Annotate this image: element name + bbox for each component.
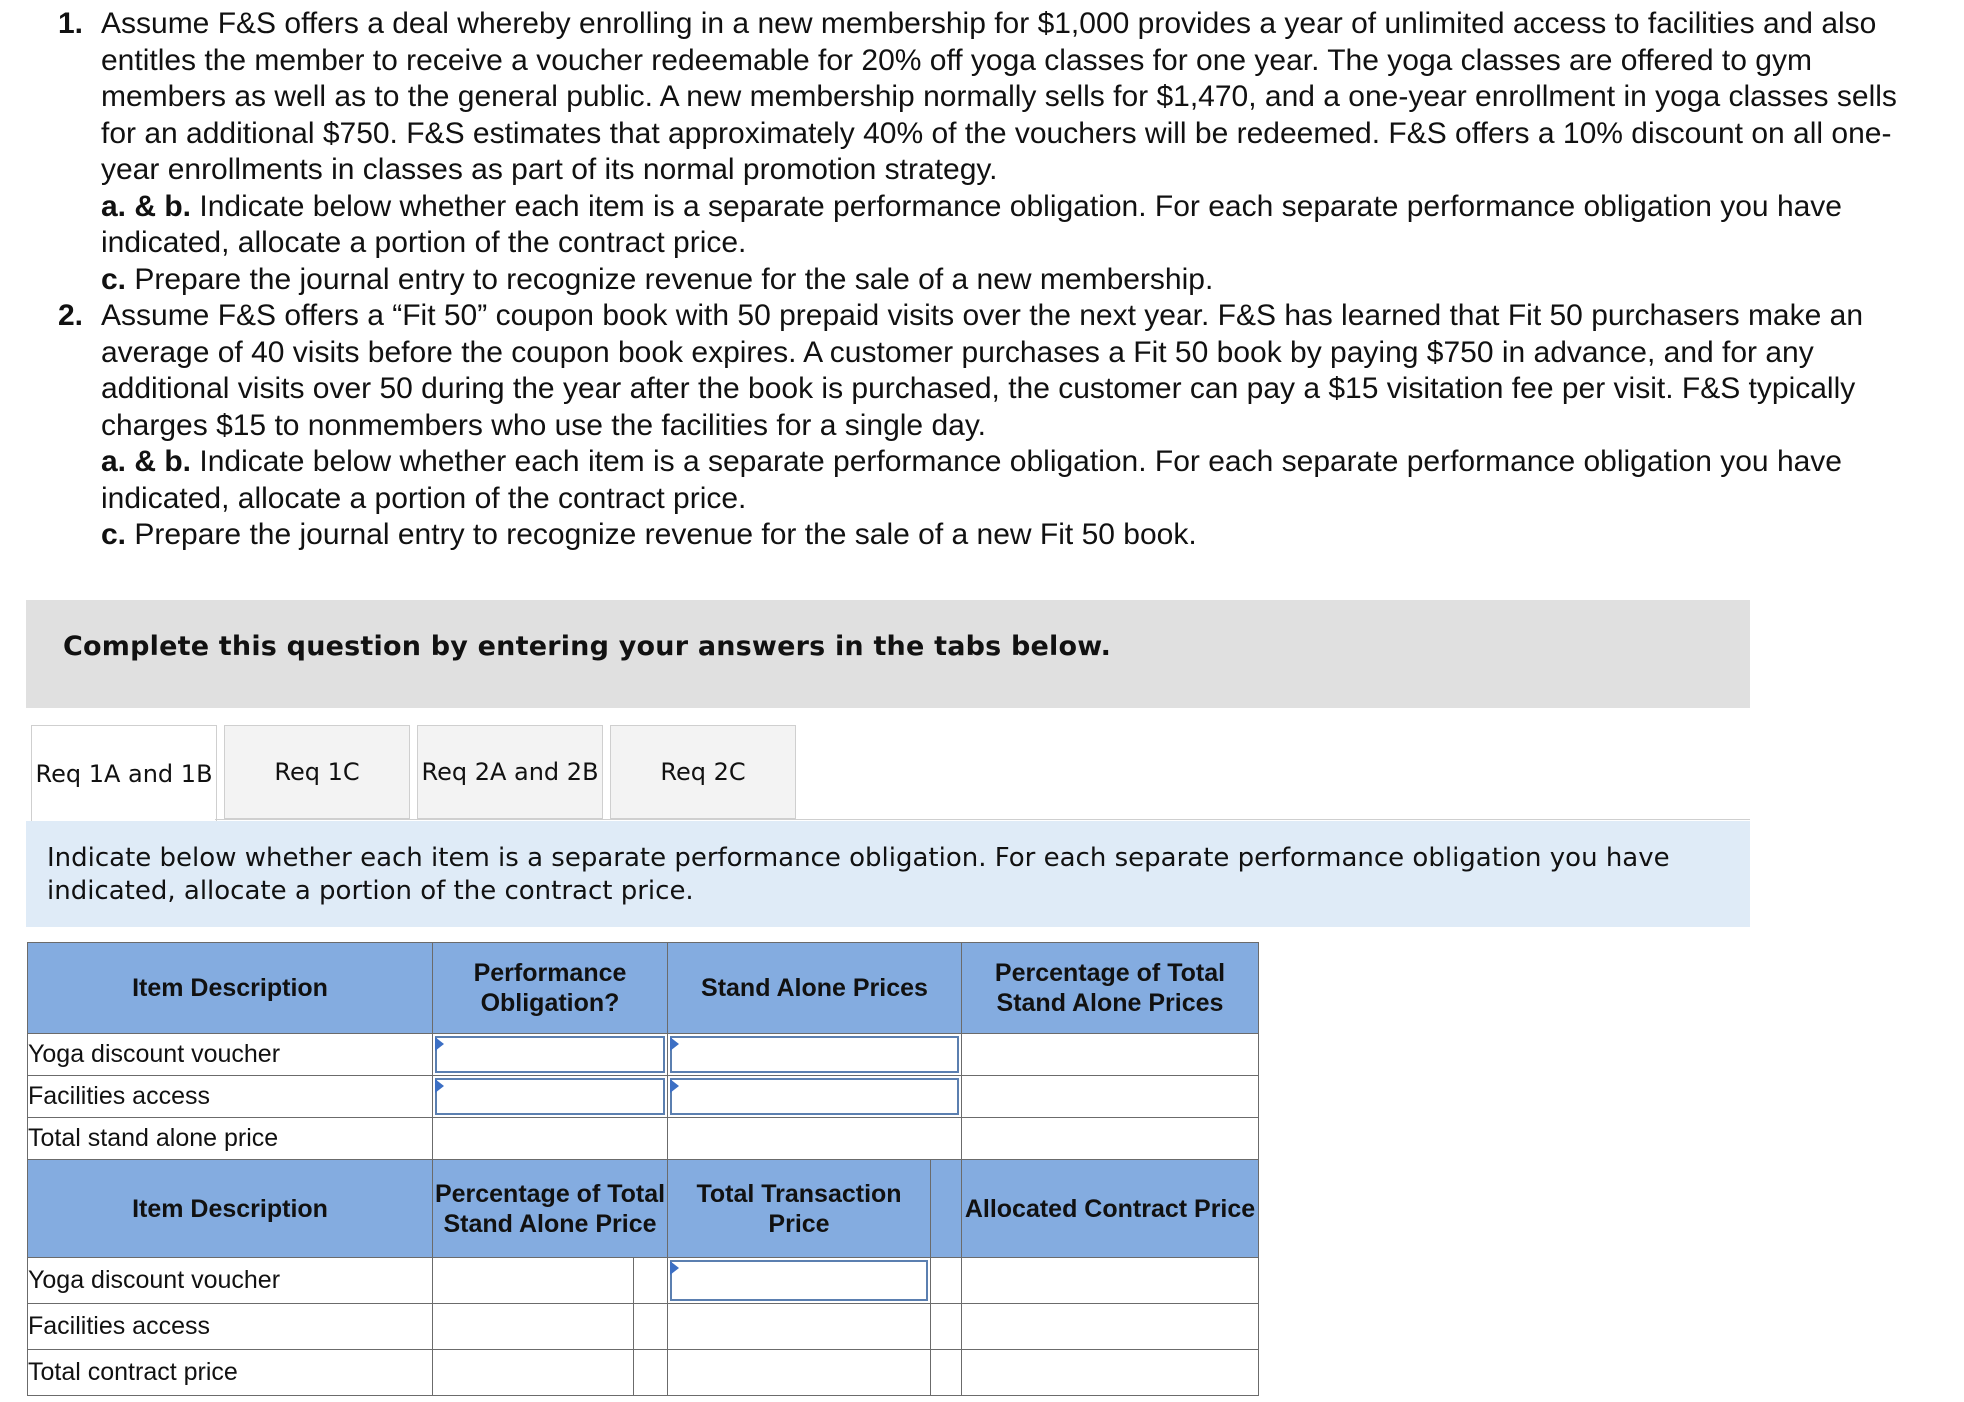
total-obligation-cell xyxy=(433,1118,668,1160)
requirement-instruction-text: Indicate below whether each item is a separate performance obligation. For each separate performance obligation you have indicated, allocate a portion of the contract price. xyxy=(47,843,1670,906)
equals-cell xyxy=(931,1304,962,1350)
total-transaction-price-input[interactable] xyxy=(668,1258,931,1304)
table-row xyxy=(28,1076,1259,1118)
question-2-part-c-label: c. xyxy=(101,518,127,551)
operator-cell xyxy=(634,1304,668,1350)
performance-obligation-select-yoga[interactable] xyxy=(433,1034,668,1076)
question-1-part-ab-text: Indicate below whether each item is a separate performance obligation. For each separate performance obligation you have indicated, allocate a portion of the contract price. xyxy=(101,189,1842,259)
header-stand-alone-prices: Stand Alone Prices xyxy=(668,943,962,1034)
instruction-banner xyxy=(26,600,1750,708)
row-label-total-contract: Total contract price xyxy=(28,1350,433,1396)
question-1-part-ab-label: a. & b. xyxy=(101,189,192,223)
table-row xyxy=(28,1258,1259,1304)
total-percentage-cell xyxy=(433,1350,634,1396)
question-1-part-ab xyxy=(101,189,1928,262)
equals-cell xyxy=(931,1350,962,1396)
question-2-part-ab-label: a. & b. xyxy=(101,445,192,478)
header-item-description: Item Description xyxy=(28,943,433,1034)
row-label-yoga-voucher: Yoga discount voucher xyxy=(28,1258,433,1304)
header-total-transaction-price: Total Transaction Price xyxy=(668,1160,931,1258)
stand-alone-price-input-yoga[interactable] xyxy=(668,1034,962,1076)
input-marker-icon xyxy=(435,1037,444,1051)
question-2-part-ab xyxy=(101,444,1928,517)
tab-req-1a-1b[interactable]: Req 1A and 1B xyxy=(31,725,217,821)
header-item-description: Item Description xyxy=(28,1160,433,1258)
percentage-cell-yoga xyxy=(962,1034,1259,1076)
percentage-cell-facilities xyxy=(962,1076,1259,1118)
question-1-part-c xyxy=(101,262,1928,299)
total-percentage-cell xyxy=(962,1118,1259,1160)
performance-obligation-select-facilities[interactable] xyxy=(433,1076,668,1118)
question-1-part-c-label: c. xyxy=(101,262,127,296)
stand-alone-price-input-facilities[interactable] xyxy=(668,1076,962,1118)
tab-divider xyxy=(215,819,1750,820)
question-1-part-c-text: Prepare the journal entry to recognize revenue for the sale of a new membership. xyxy=(134,262,1214,296)
header-percentage-total-stand-alone-price: Percentage of Total Stand Alone Price xyxy=(433,1160,668,1258)
question-1-number: 1. xyxy=(58,7,84,40)
question-1-text: Assume F&S offers a deal whereby enrolling in a new membership for $1,000 provides a year of unlimited access to facilities and also entitles the member to receive a voucher redeemable for 20% off yoga classes for one year. The yoga classes are offered to gym members as well as to the general public. A new membership normally sells for $1,470, and a one-year enrollment in yoga classes sells for an additional $750. F&S estimates that approximately 40% of the vouchers will be redeemed. F&S offers a 10% discount on all one-year enrollments in classes as part of its normal promotion strategy. xyxy=(101,7,1897,186)
operator-cell xyxy=(634,1350,668,1396)
operator-cell xyxy=(634,1258,668,1304)
question-2-part-c-text: Prepare the journal entry to recognize revenue for the sale of a new Fit 50 book. xyxy=(134,518,1197,551)
instruction-banner-text: Complete this question by entering your answers in the tabs below. xyxy=(63,631,1112,662)
total-stand-alone-price-cell xyxy=(668,1118,962,1160)
input-marker-icon xyxy=(670,1261,679,1275)
header-spacer xyxy=(931,1160,962,1258)
allocation-table xyxy=(27,1159,1259,1396)
row-label-facilities: Facilities access xyxy=(28,1076,433,1118)
row-label-yoga-voucher: Yoga discount voucher xyxy=(28,1034,433,1076)
question-2-text: Assume F&S offers a “Fit 50” coupon book with 50 prepaid visits over the next year. F&S has learned that Fit 50 purchasers make an average of 40 visits before the coupon book expires. A customer purchases a Fit 50 book by paying $750 in advance, and for any additional visits over 50 during the year after the book is purchased, the customer can pay a $15 visitation fee per visit. F&S typically charges $15 to nonmembers who use the facilities for a single day. xyxy=(101,299,1864,442)
total-transaction-price-cell xyxy=(668,1350,931,1396)
row-label-facilities: Facilities access xyxy=(28,1304,433,1350)
transaction-price-cell-facilities xyxy=(668,1304,931,1350)
question-2-number: 2. xyxy=(58,299,84,332)
question-2 xyxy=(48,298,1928,554)
percentage-cell-yoga xyxy=(433,1258,634,1304)
question-2-part-c xyxy=(101,517,1928,554)
equals-cell xyxy=(931,1258,962,1304)
allocated-price-cell-yoga xyxy=(962,1258,1259,1304)
total-allocated-price-cell xyxy=(962,1350,1259,1396)
question-1 xyxy=(48,6,1928,298)
question-2-part-ab-text: Indicate below whether each item is a separate performance obligation. For each separate performance obligation you have indicated, allocate a portion of the contract price. xyxy=(101,445,1842,515)
tab-req-2c[interactable]: Req 2C xyxy=(610,725,796,819)
header-percentage-total-stand-alone: Percentage of Total Stand Alone Prices xyxy=(962,943,1259,1034)
input-marker-icon xyxy=(670,1037,679,1051)
tab-req-2a-2b[interactable]: Req 2A and 2B xyxy=(417,725,603,819)
problem-statement xyxy=(48,6,1928,554)
input-marker-icon xyxy=(670,1079,679,1093)
requirement-instruction xyxy=(26,821,1750,927)
allocated-price-cell-facilities xyxy=(962,1304,1259,1350)
table-row xyxy=(28,1304,1259,1350)
input-marker-icon xyxy=(435,1079,444,1093)
header-performance-obligation: Performance Obligation? xyxy=(433,943,668,1034)
table-row xyxy=(28,1350,1259,1396)
header-allocated-contract-price: Allocated Contract Price xyxy=(962,1160,1259,1258)
percentage-cell-facilities xyxy=(433,1304,634,1350)
row-label-total-stand-alone: Total stand alone price xyxy=(28,1118,433,1160)
table-row xyxy=(28,1118,1259,1160)
table-row xyxy=(28,1034,1259,1076)
tab-req-1c[interactable]: Req 1C xyxy=(224,725,410,819)
stand-alone-price-table xyxy=(27,942,1259,1160)
